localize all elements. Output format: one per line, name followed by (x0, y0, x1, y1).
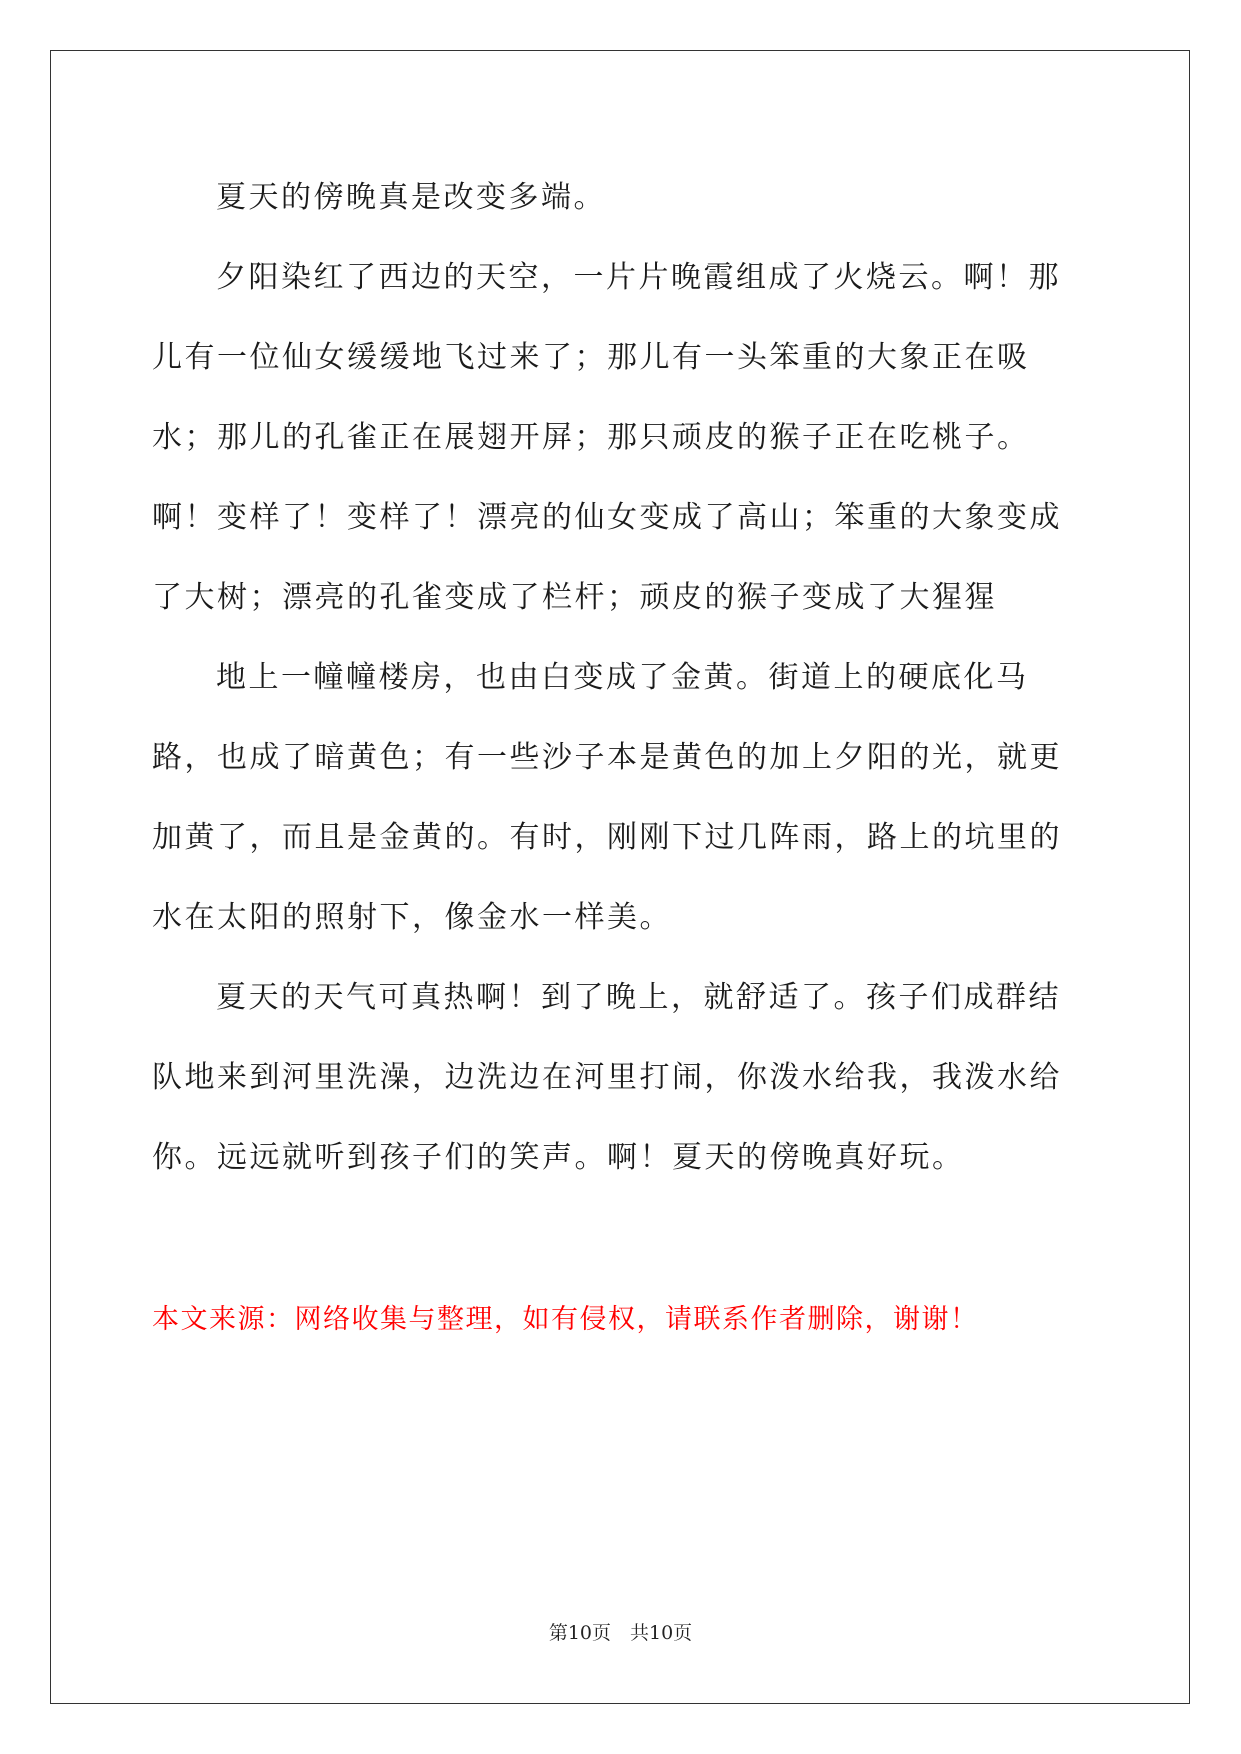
paragraph: 夏天的傍晚真是改变多端。 (216, 180, 606, 215)
source-disclaimer: 本文来源：网络收集与整理，如有侵权，请联系作者删除，谢谢！ (152, 1304, 979, 1335)
paragraph: 地上一幢幢楼房，也由白变成了金黄。街道上的硬底化马路，也成了暗黄色；有一些沙子本是黄色的加上夕阳的光，就更加黄了，而且是金黄的。有时，刚刚下过几阵雨，路上的坑里的水在太阳的照射下，像金水一样美。 (152, 660, 1062, 935)
paragraph: 夕阳染红了西边的天空，一片片晚霞组成了火烧云。啊！那儿有一位仙女缓缓地飞过来了；那儿有一头笨重的大象正在吸水；那儿的孔雀正在展翅开屏；那只顽皮的猴子正在吃桃子。啊！变样了！变样了！漂亮的仙女变成了高山；笨重的大象变成了大树；漂亮的孔雀变成了栏杆；顽皮的猴子变成了大猩猩 (152, 260, 1062, 615)
page-number: 第10页 共10页 (548, 1622, 693, 1644)
document-body (152, 158, 1092, 1198)
paragraph: 夏天的天气可真热啊！到了晚上，就舒适了。孩子们成群结队地来到河里洗澡，边洗边在河里打闹，你泼水给我，我泼水给你。远远就听到孩子们的笑声。啊！夏天的傍晚真好玩。 (152, 980, 1062, 1175)
